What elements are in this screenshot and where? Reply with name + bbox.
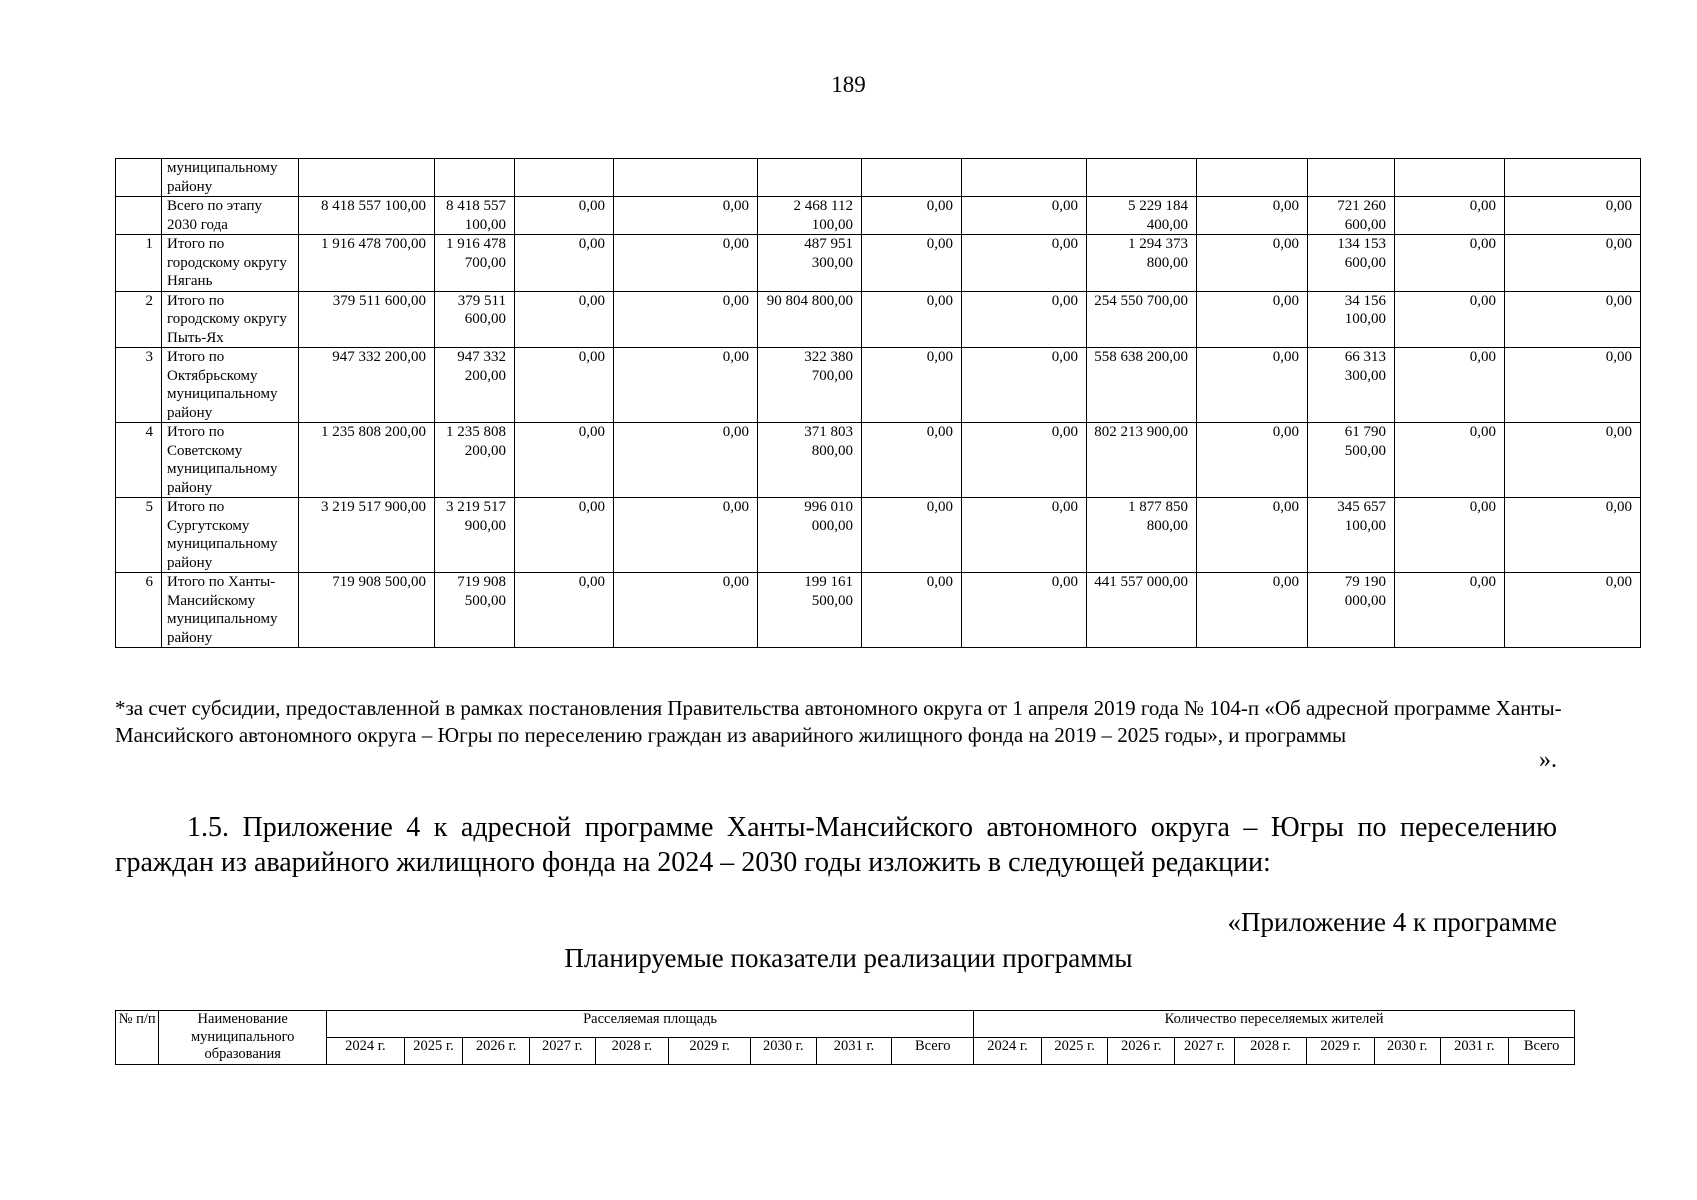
amount-cell: 0,00 bbox=[1197, 197, 1308, 235]
amount-cell: 0,00 bbox=[1395, 235, 1505, 292]
amount-cell: 0,00 bbox=[1197, 235, 1308, 292]
amount-cell: 0,00 bbox=[515, 235, 614, 292]
row-number-cell: 4 bbox=[116, 423, 162, 498]
amount-cell bbox=[1087, 159, 1197, 197]
amount-cell: 719 908 500,00 bbox=[435, 573, 515, 648]
amount-cell: 0,00 bbox=[1197, 291, 1308, 348]
residents-year-header: 2025 г. bbox=[1041, 1037, 1108, 1064]
amount-cell: 0,00 bbox=[1505, 291, 1641, 348]
amount-cell: 0,00 bbox=[614, 291, 758, 348]
amount-cell: 558 638 200,00 bbox=[1087, 348, 1197, 423]
amount-cell: 379 511 600,00 bbox=[299, 291, 435, 348]
amount-cell: 0,00 bbox=[1505, 235, 1641, 292]
row-number-cell bbox=[116, 159, 162, 197]
amount-cell: 0,00 bbox=[614, 423, 758, 498]
area-year-header: 2027 г. bbox=[529, 1037, 595, 1064]
amount-cell: 0,00 bbox=[962, 235, 1087, 292]
amount-cell: 8 418 557 100,00 bbox=[435, 197, 515, 235]
amount-cell: 0,00 bbox=[515, 573, 614, 648]
header-number: № п/п bbox=[116, 1011, 159, 1065]
amount-cell bbox=[515, 159, 614, 197]
indicators-table bbox=[115, 1010, 1575, 1065]
amount-cell: 79 190 000,00 bbox=[1308, 573, 1395, 648]
amount-cell: 996 010 000,00 bbox=[758, 498, 862, 573]
amount-cell: 0,00 bbox=[614, 348, 758, 423]
amount-cell: 0,00 bbox=[1197, 573, 1308, 648]
amount-cell: 254 550 700,00 bbox=[1087, 291, 1197, 348]
amount-cell: 0,00 bbox=[1395, 573, 1505, 648]
amount-cell: 1 294 373 800,00 bbox=[1087, 235, 1197, 292]
amount-cell: 0,00 bbox=[1395, 197, 1505, 235]
amount-cell: 345 657 100,00 bbox=[1308, 498, 1395, 573]
amount-cell: 0,00 bbox=[515, 348, 614, 423]
residents-year-header: 2029 г. bbox=[1307, 1037, 1375, 1064]
amount-cell: 0,00 bbox=[1505, 423, 1641, 498]
amount-cell: 90 804 800,00 bbox=[758, 291, 862, 348]
amount-cell: 0,00 bbox=[862, 573, 962, 648]
amount-cell: 0,00 bbox=[962, 423, 1087, 498]
amount-cell: 3 219 517 900,00 bbox=[299, 498, 435, 573]
residents-year-header: 2026 г. bbox=[1108, 1037, 1175, 1064]
amount-cell bbox=[1505, 159, 1641, 197]
amount-cell: 322 380 700,00 bbox=[758, 348, 862, 423]
amount-cell: 0,00 bbox=[862, 291, 962, 348]
area-year-header: 2031 г. bbox=[816, 1037, 892, 1064]
amount-cell: 0,00 bbox=[1505, 573, 1641, 648]
row-number-cell: 5 bbox=[116, 498, 162, 573]
header-resettled-residents: Количество переселяемых жителей bbox=[974, 1011, 1575, 1038]
amount-cell bbox=[614, 159, 758, 197]
table-row bbox=[116, 348, 1641, 423]
amount-cell: 0,00 bbox=[614, 235, 758, 292]
amount-cell: 0,00 bbox=[962, 498, 1087, 573]
amount-cell: 1 916 478 700,00 bbox=[299, 235, 435, 292]
amount-cell: 0,00 bbox=[1197, 348, 1308, 423]
amount-cell: 0,00 bbox=[614, 573, 758, 648]
amount-cell: 1 916 478 700,00 bbox=[435, 235, 515, 292]
amount-cell bbox=[758, 159, 862, 197]
amount-cell: 0,00 bbox=[1395, 498, 1505, 573]
amount-cell: 134 153 600,00 bbox=[1308, 235, 1395, 292]
amount-cell bbox=[1308, 159, 1395, 197]
municipality-name-cell: Итого по Ханты-Мансийскому муниципальному району bbox=[162, 573, 299, 648]
amount-cell: 947 332 200,00 bbox=[299, 348, 435, 423]
row-number-cell bbox=[116, 197, 162, 235]
residents-year-header: 2028 г. bbox=[1234, 1037, 1307, 1064]
amount-cell: 0,00 bbox=[1395, 291, 1505, 348]
amount-cell bbox=[1395, 159, 1505, 197]
municipality-name-cell: Всего по этапу 2030 года bbox=[162, 197, 299, 235]
amount-cell: 0,00 bbox=[614, 498, 758, 573]
amount-cell: 379 511 600,00 bbox=[435, 291, 515, 348]
amendment-paragraph: 1.5. Приложение 4 к адресной программе Ханты-Мансийского автономного округа – Югры по переселению граждан из аварийного жилищного фонда на 2024 – 2030 годы изложить в следующей редакции: bbox=[115, 812, 1557, 878]
area-year-header: 2030 г. bbox=[751, 1037, 817, 1064]
municipality-name-cell: муниципальному району bbox=[162, 159, 299, 197]
table-title: Планируемые показатели реализации программы bbox=[564, 943, 1133, 973]
amount-cell: 0,00 bbox=[1505, 498, 1641, 573]
amount-cell: 0,00 bbox=[962, 573, 1087, 648]
area-year-header: 2024 г. bbox=[327, 1037, 405, 1064]
financing-table bbox=[115, 158, 1641, 648]
amount-cell: 0,00 bbox=[1197, 498, 1308, 573]
municipality-name-cell: Итого по Сургутскому муниципальному району bbox=[162, 498, 299, 573]
amount-cell: 1 235 808 200,00 bbox=[299, 423, 435, 498]
area-year-header: Всего bbox=[892, 1037, 974, 1064]
amount-cell: 61 790 500,00 bbox=[1308, 423, 1395, 498]
amount-cell: 199 161 500,00 bbox=[758, 573, 862, 648]
amount-cell: 0,00 bbox=[962, 348, 1087, 423]
amount-cell: 8 418 557 100,00 bbox=[299, 197, 435, 235]
table-row bbox=[116, 235, 1641, 292]
amount-cell: 34 156 100,00 bbox=[1308, 291, 1395, 348]
table-row bbox=[116, 423, 1641, 498]
amount-cell: 0,00 bbox=[962, 197, 1087, 235]
table-row bbox=[116, 159, 1641, 197]
amount-cell: 0,00 bbox=[862, 348, 962, 423]
amount-cell: 0,00 bbox=[515, 498, 614, 573]
municipality-name-cell: Итого по городскому округу Нягань bbox=[162, 235, 299, 292]
municipality-name-cell: Итого по Октябрьскому муниципальному району bbox=[162, 348, 299, 423]
area-year-header: 2029 г. bbox=[669, 1037, 751, 1064]
amount-cell: 0,00 bbox=[962, 291, 1087, 348]
residents-year-header: 2030 г. bbox=[1374, 1037, 1440, 1064]
table-row bbox=[116, 573, 1641, 648]
row-number-cell: 1 bbox=[116, 235, 162, 292]
amount-cell: 0,00 bbox=[862, 498, 962, 573]
residents-year-header: 2031 г. bbox=[1440, 1037, 1509, 1064]
area-year-header: 2028 г. bbox=[595, 1037, 669, 1064]
residents-year-header: Всего bbox=[1509, 1037, 1575, 1064]
amount-cell: 0,00 bbox=[515, 197, 614, 235]
amount-cell: 0,00 bbox=[862, 197, 962, 235]
amount-cell bbox=[299, 159, 435, 197]
amount-cell bbox=[435, 159, 515, 197]
area-year-header: 2026 г. bbox=[463, 1037, 530, 1064]
residents-year-header: 2027 г. bbox=[1175, 1037, 1235, 1064]
table-row bbox=[116, 498, 1641, 573]
amount-cell: 719 908 500,00 bbox=[299, 573, 435, 648]
row-number-cell: 3 bbox=[116, 348, 162, 423]
footnote: *за счет субсидии, предоставленной в рамках постановления Правительства автономного округа от 1 апреля 2019 года № 104-п «Об адресной программе Ханты-Мансийского автономного округа – Югры по переселению граждан из аварийного жилищного фонда на 2019 – 2025 годы», и программы bbox=[115, 696, 1562, 747]
amount-cell bbox=[1197, 159, 1308, 197]
header-resettled-area: Расселяемая площадь bbox=[327, 1011, 974, 1038]
amount-cell: 1 235 808 200,00 bbox=[435, 423, 515, 498]
amount-cell: 947 332 200,00 bbox=[435, 348, 515, 423]
amount-cell: 0,00 bbox=[1505, 348, 1641, 423]
municipality-name-cell: Итого по городскому округу Пыть-Ях bbox=[162, 291, 299, 348]
appendix-label: «Приложение 4 к программе bbox=[1227, 907, 1557, 937]
table-row bbox=[116, 197, 1641, 235]
amount-cell: 0,00 bbox=[1505, 197, 1641, 235]
amount-cell: 441 557 000,00 bbox=[1087, 573, 1197, 648]
amount-cell: 0,00 bbox=[515, 423, 614, 498]
amount-cell: 0,00 bbox=[1395, 423, 1505, 498]
amount-cell: 487 951 300,00 bbox=[758, 235, 862, 292]
row-number-cell: 2 bbox=[116, 291, 162, 348]
amount-cell: 0,00 bbox=[614, 197, 758, 235]
amount-cell: 721 260 600,00 bbox=[1308, 197, 1395, 235]
amount-cell: 0,00 bbox=[1395, 348, 1505, 423]
amount-cell: 0,00 bbox=[862, 423, 962, 498]
amount-cell: 66 313 300,00 bbox=[1308, 348, 1395, 423]
amount-cell bbox=[962, 159, 1087, 197]
closing-quote: ». bbox=[1539, 747, 1557, 773]
amount-cell: 1 877 850 800,00 bbox=[1087, 498, 1197, 573]
residents-year-header: 2024 г. bbox=[974, 1037, 1042, 1064]
municipality-name-cell: Итого по Советскому муниципальному району bbox=[162, 423, 299, 498]
area-year-header: 2025 г. bbox=[404, 1037, 463, 1064]
amount-cell: 2 468 112 100,00 bbox=[758, 197, 862, 235]
year-header-row bbox=[116, 1037, 1575, 1064]
amount-cell: 371 803 800,00 bbox=[758, 423, 862, 498]
header-municipality-name: Наименование муниципального образования bbox=[159, 1011, 327, 1065]
amount-cell: 0,00 bbox=[862, 235, 962, 292]
amount-cell: 3 219 517 900,00 bbox=[435, 498, 515, 573]
amount-cell: 5 229 184 400,00 bbox=[1087, 197, 1197, 235]
page-number: 189 bbox=[831, 72, 866, 97]
amount-cell: 0,00 bbox=[1197, 423, 1308, 498]
amount-cell: 0,00 bbox=[515, 291, 614, 348]
table-row bbox=[116, 291, 1641, 348]
amount-cell: 802 213 900,00 bbox=[1087, 423, 1197, 498]
row-number-cell: 6 bbox=[116, 573, 162, 648]
amount-cell bbox=[862, 159, 962, 197]
